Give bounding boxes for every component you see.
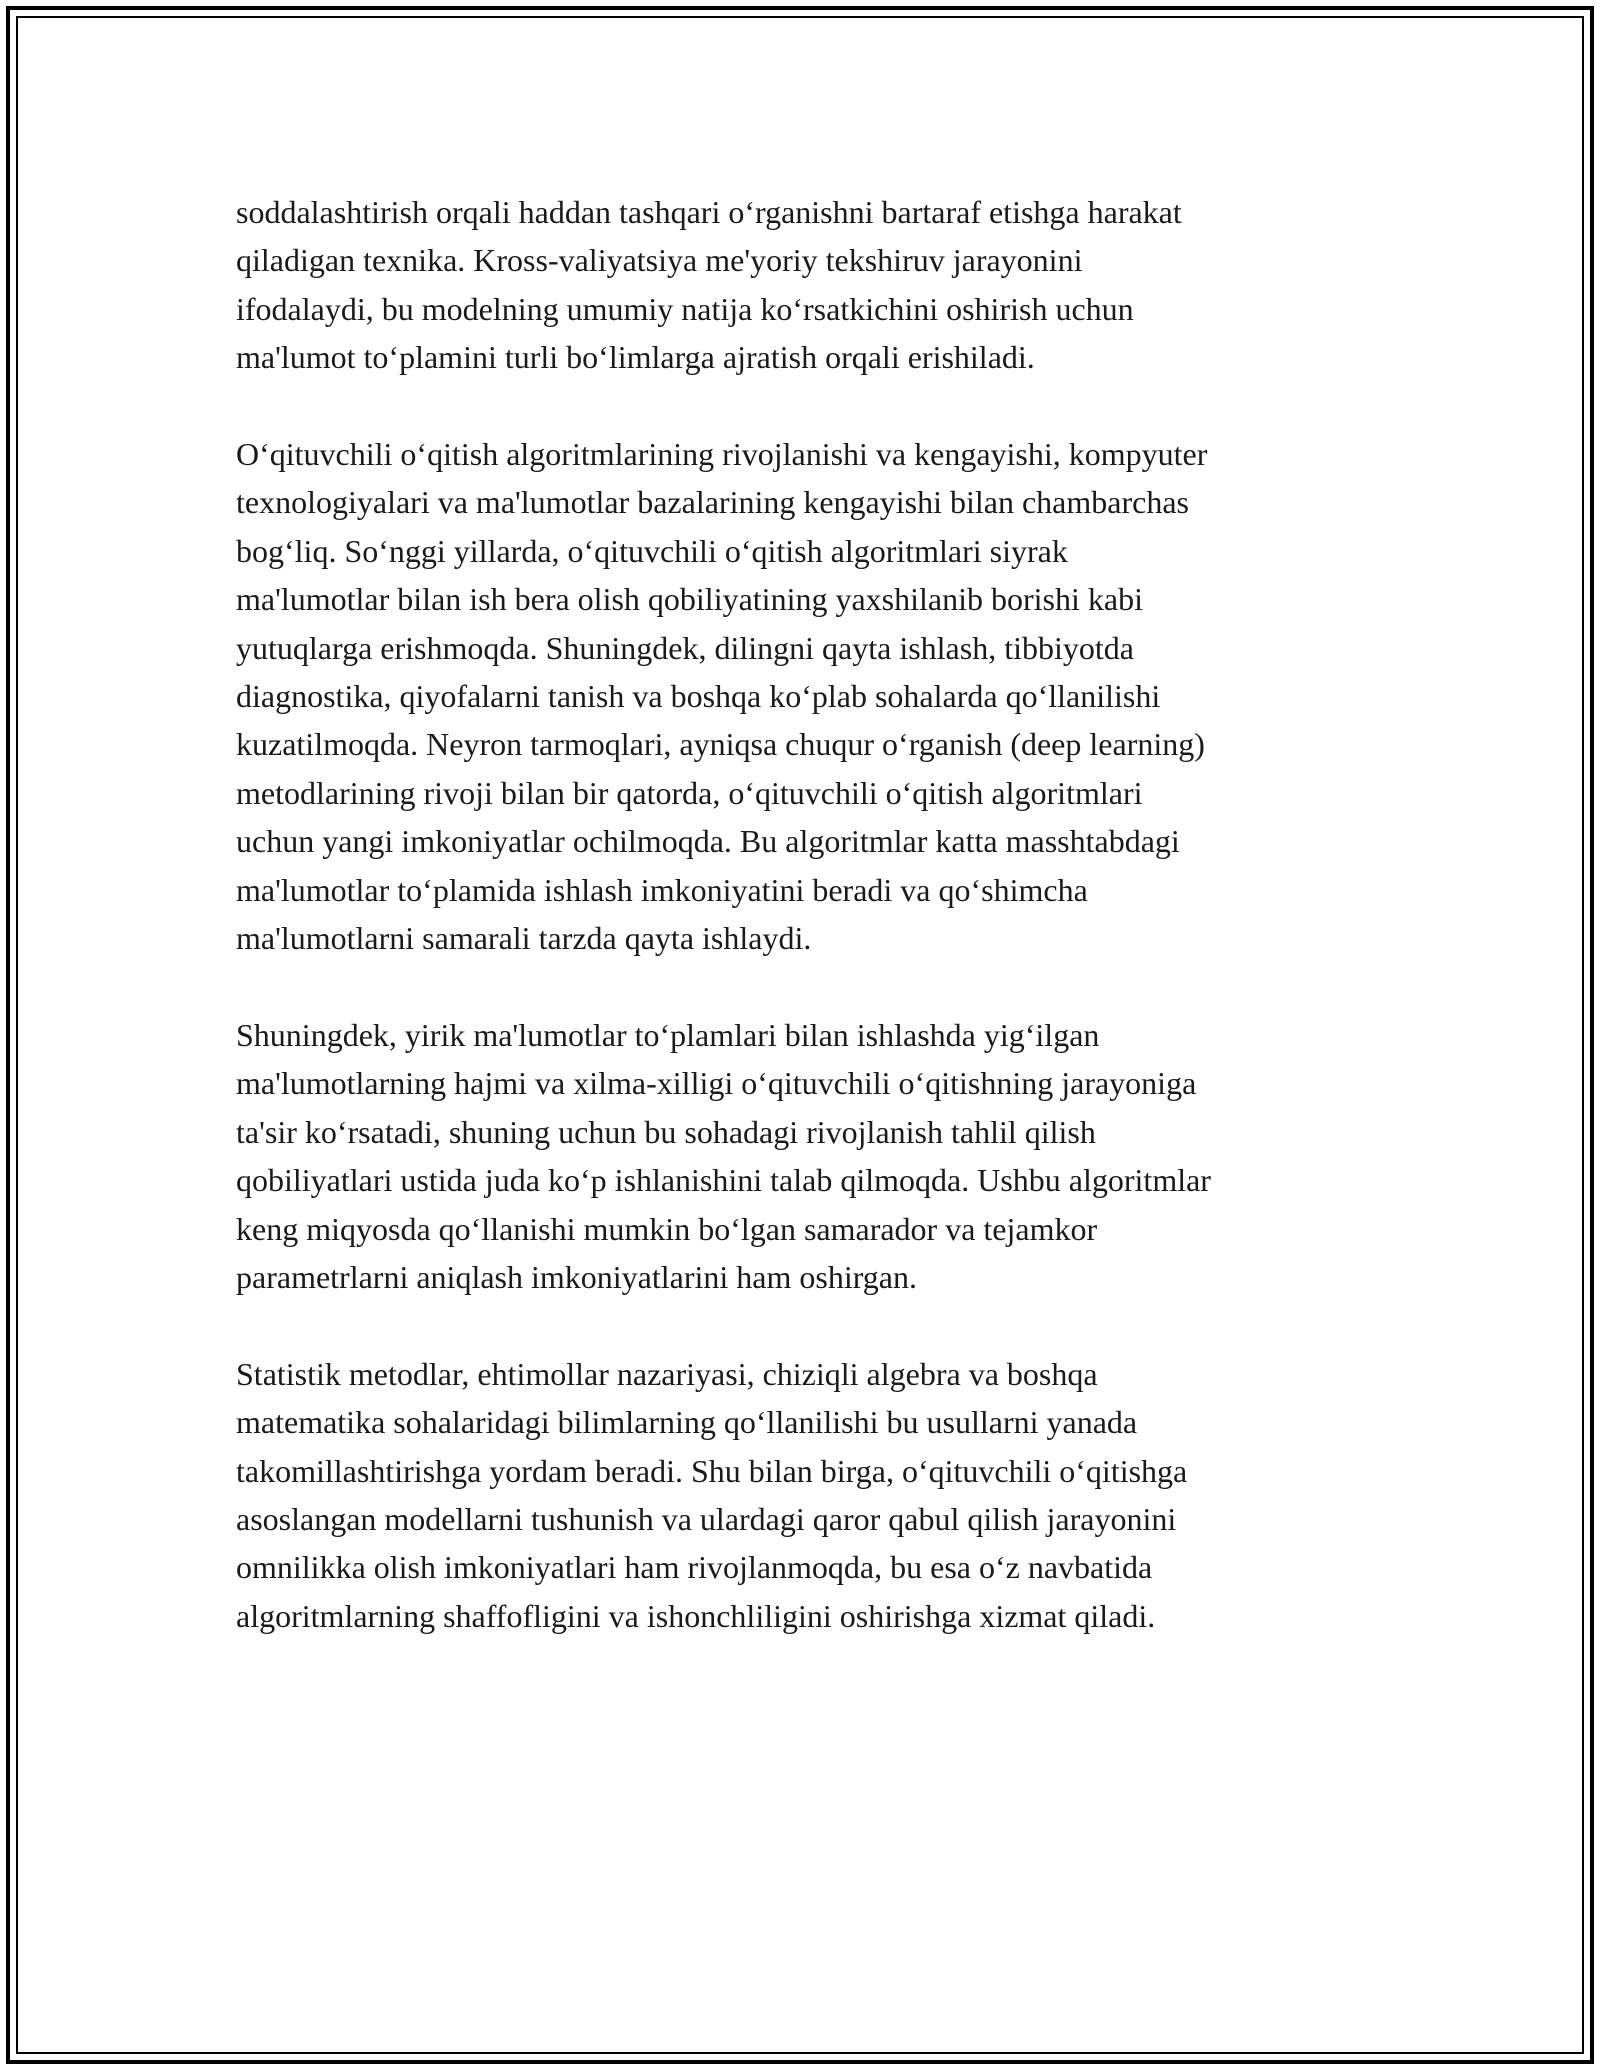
text-line: keng miqyosda qo‘llanishi mumkin bo‘lgan samarador va tejamkor xyxy=(236,1210,1098,1247)
text-line: soddalashtirish orqali haddan tashqari o‘rganishni bartaraf etishga harakat xyxy=(236,194,1182,230)
text-line: uchun yangi imkoniyatlar ochilmoqda. Bu algoritmlar katta masshtabdagi xyxy=(236,823,1180,860)
paragraph-3 xyxy=(236,1011,1366,1301)
text-line: ma'lumotlar bilan ish bera olish qobiliyatining yaxshilanib borishi kabi xyxy=(236,581,1143,618)
text-line: ta'sir ko‘rsatadi, shuning uchun bu sohadagi rivojlanish tahlil qilish xyxy=(236,1113,1096,1150)
text-line: qobiliyatlari ustida juda ko‘p ishlanishini talab qilmoqda. Ushbu algoritmlar xyxy=(236,1162,1211,1199)
text-line: ma'lumot to‘plamini turli bo‘limlarga ajratish orqali erishiladi. xyxy=(236,339,1035,376)
text-line: omnilikka olish imkoniyatlari ham rivojlanmoqda, bu esa o‘z navbatida xyxy=(236,1549,1153,1586)
text-line: ma'lumotlarni samarali tarzda qayta ishlaydi. xyxy=(236,920,812,957)
text-line: kuzatilmoqda. Neyron tarmoqlari, ayniqsa chuqur o‘rganish (deep learning) xyxy=(236,726,1205,763)
text-line: takomillashtirishga yordam beradi. Shu bilan birga, o‘qituvchili o‘qitishga xyxy=(236,1452,1188,1489)
text-line: bog‘liq. So‘nggi yillarda, o‘qituvchili o‘qitish algoritmlari siyrak xyxy=(236,532,1068,569)
text-line: Shuningdek, yirik ma'lumotlar to‘plamlari bilan ishlashda yig‘ilgan xyxy=(236,1016,1100,1053)
paragraph-2 xyxy=(236,430,1366,962)
text-line: ma'lumotlar to‘plamida ishlash imkoniyatini beradi va qo‘shimcha xyxy=(236,871,1088,908)
paragraph-4 xyxy=(236,1350,1366,1640)
text-line: texnologiyalari va ma'lumotlar bazalarining kengayishi bilan chambarchas xyxy=(236,484,1189,521)
text-line: ma'lumotlarning hajmi va xilma-xilligi o‘qituvchili o‘qitishning jarayoniga xyxy=(236,1065,1197,1102)
text-line: algoritmlarning shaffofligini va ishonchliligini oshirishga xizmat qiladi. xyxy=(236,1597,1156,1634)
document-body xyxy=(236,188,1366,1689)
text-line: qiladigan texnika. Kross-valiyatsiya me'yoriy tekshiruv jarayonini xyxy=(236,242,1083,279)
text-line: diagnostika, qiyofalarni tanish va boshqa ko‘plab sohalarda qo‘llanilishi xyxy=(236,678,1161,715)
text-line: parametrlarni aniqlash imkoniyatlarini ham oshirgan. xyxy=(236,1258,917,1295)
text-line: matematika sohalaridagi bilimlarning qo‘llanilishi bu usullarni yanada xyxy=(236,1404,1138,1441)
text-line: ifodalaydi, bu modelning umumiy natija ko‘rsatkichini oshirish uchun xyxy=(236,290,1134,327)
text-line: yutuqlarga erishmoqda. Shuningdek, dilingni qayta ishlash, tibbiyotda xyxy=(236,629,1134,666)
text-line: Statistik metodlar, ehtimollar nazariyasi, chiziqli algebra va boshqa xyxy=(236,1355,1098,1392)
text-line: O‘qituvchili o‘qitish algoritmlarining rivojlanishi va kengayishi, kompyuter xyxy=(236,436,1208,473)
text-line: metodlarining rivoji bilan bir qatorda, o‘qituvchili o‘qitish algoritmlari xyxy=(236,774,1143,811)
paragraph-1 xyxy=(236,188,1366,382)
text-line: asoslangan modellarni tushunish va ulardagi qaror qabul qilish jarayonini xyxy=(236,1500,1177,1537)
